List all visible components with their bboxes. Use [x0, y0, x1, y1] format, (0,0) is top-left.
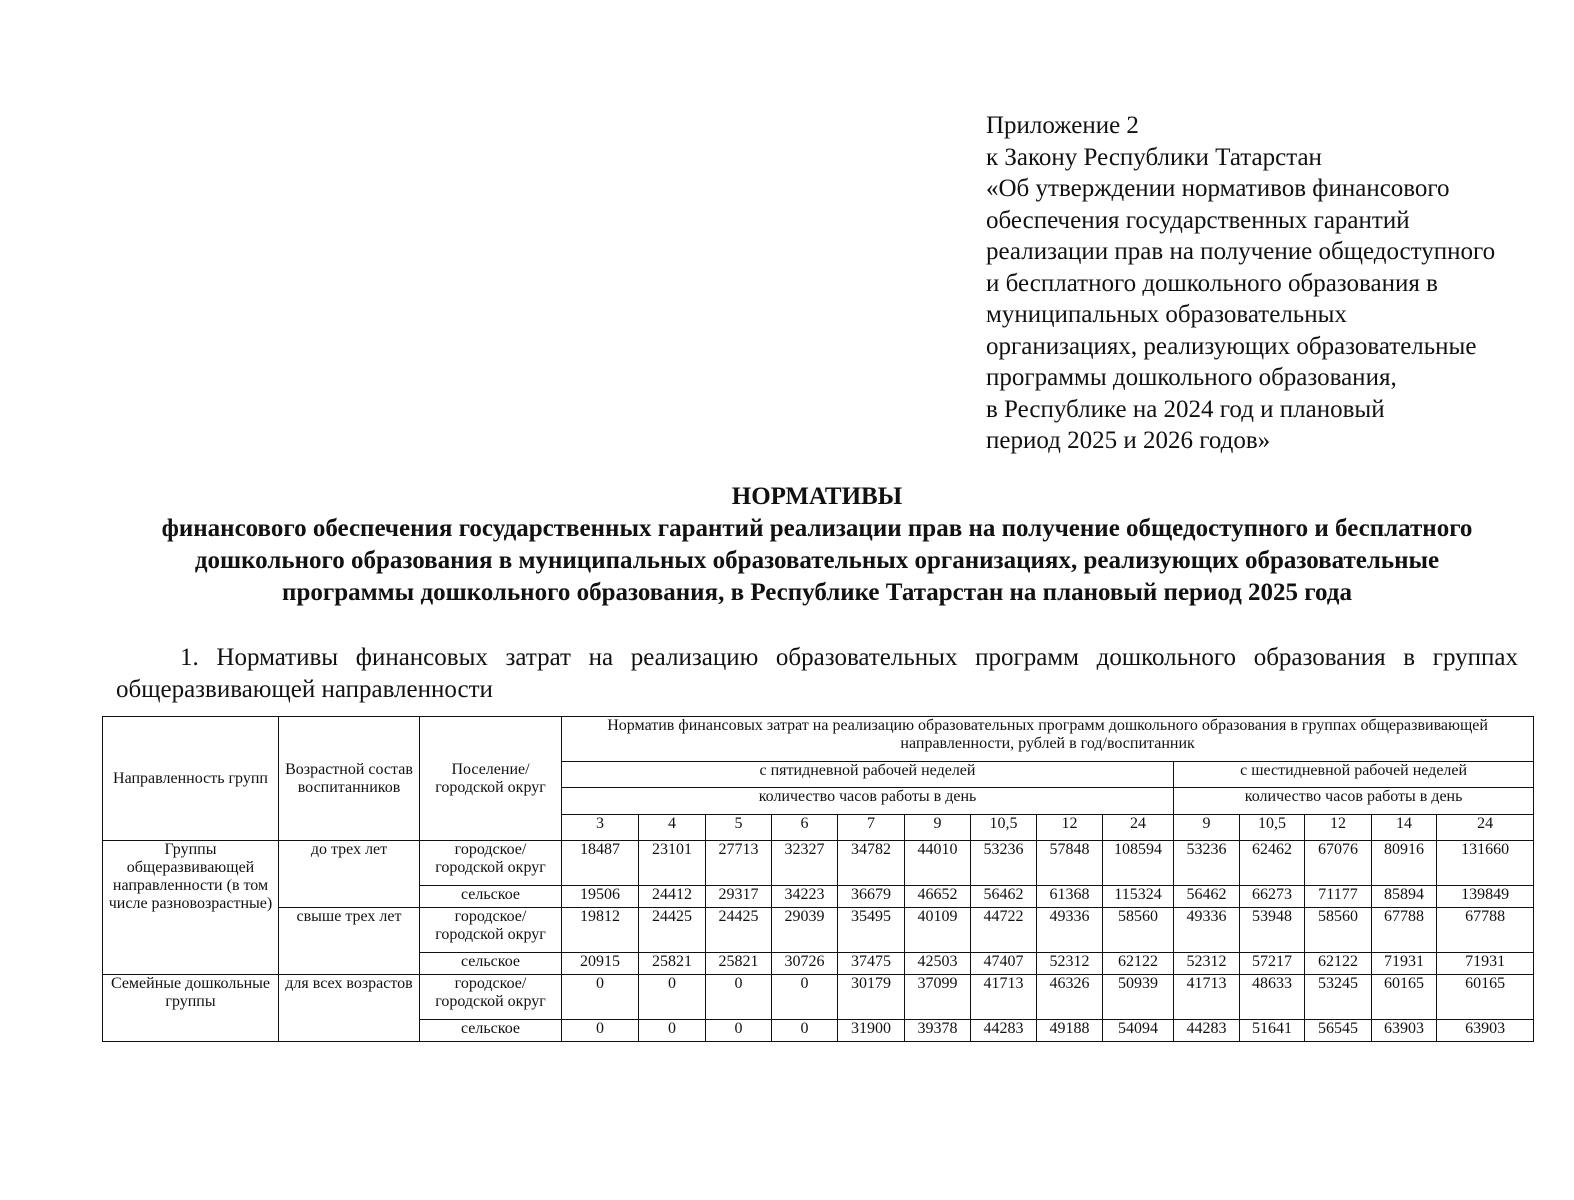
title-heading: НОРМАТИВЫ — [731, 483, 903, 510]
value-cell: 18487 — [562, 841, 639, 886]
value-cell: 25821 — [639, 953, 706, 975]
header-five-day-week: с пятидневной рабочей неделей — [562, 762, 1174, 788]
header-hours-cell: 9 — [1174, 815, 1240, 841]
appendix-line: в Республике на 2024 год и плановый — [986, 395, 1385, 423]
value-cell: 0 — [772, 975, 838, 1020]
header-age: Возрастной состав воспитанников — [279, 717, 420, 841]
value-cell: 71931 — [1437, 953, 1534, 975]
section-line: общеразвивающей направленности — [116, 676, 493, 703]
value-cell: 61368 — [1037, 886, 1103, 908]
appendix-line: муниципальных образовательных — [986, 301, 1347, 328]
value-cell: 23101 — [639, 841, 706, 886]
value-cell: 67076 — [1305, 841, 1372, 886]
age-cell: до трех лет — [279, 841, 420, 908]
value-cell: 58560 — [1103, 908, 1174, 953]
value-cell: 56462 — [1174, 886, 1240, 908]
value-cell: 56462 — [971, 886, 1037, 908]
value-cell: 49188 — [1037, 1020, 1103, 1042]
appendix-line: обеспечения государственных гарантий — [986, 206, 1410, 234]
appendix-line: Приложение 2 — [986, 112, 1139, 139]
value-cell: 46326 — [1037, 975, 1103, 1020]
value-cell: 60165 — [1437, 975, 1534, 1020]
value-cell: 0 — [639, 975, 706, 1020]
value-cell: 131660 — [1437, 841, 1534, 886]
value-cell: 0 — [706, 1020, 772, 1042]
value-cell: 42503 — [905, 953, 971, 975]
value-cell: 60165 — [1372, 975, 1437, 1020]
header-hours-cell: 3 — [562, 815, 639, 841]
value-cell: 80916 — [1372, 841, 1437, 886]
value-cell: 41713 — [1174, 975, 1240, 1020]
value-cell: 62122 — [1103, 953, 1174, 975]
direction-cell: Семейные дошкольные группы — [103, 975, 279, 1042]
value-cell: 44010 — [905, 841, 971, 886]
value-cell: 108594 — [1103, 841, 1174, 886]
value-cell: 62122 — [1305, 953, 1372, 975]
value-cell: 0 — [562, 1020, 639, 1042]
value-cell: 63903 — [1437, 1020, 1534, 1042]
value-cell: 36679 — [838, 886, 905, 908]
header-hours-cell: 5 — [706, 815, 772, 841]
value-cell: 32327 — [772, 841, 838, 886]
settlement-cell: городское/ городской округ — [420, 908, 562, 953]
value-cell: 44722 — [971, 908, 1037, 953]
value-cell: 62462 — [1240, 841, 1305, 886]
value-cell: 52312 — [1174, 953, 1240, 975]
value-cell: 58560 — [1305, 908, 1372, 953]
table-row — [103, 975, 1534, 1020]
header-hours-cell: 4 — [639, 815, 706, 841]
header-hours-five: количество часов работы в день — [562, 788, 1174, 815]
header-six-day-week: с шестидневной рабочей неделей — [1174, 762, 1534, 788]
value-cell: 44283 — [971, 1020, 1037, 1042]
header-hours-cell: 10,5 — [971, 815, 1037, 841]
value-cell: 49336 — [1037, 908, 1103, 953]
settlement-cell: городское/ городской округ — [420, 975, 562, 1020]
value-cell: 41713 — [971, 975, 1037, 1020]
value-cell: 24425 — [706, 908, 772, 953]
value-cell: 0 — [706, 975, 772, 1020]
header-hours-cell: 12 — [1037, 815, 1103, 841]
direction-cell: Группы общеразвивающей направленности (в том числе разновозрастные) — [103, 841, 279, 975]
appendix-note — [986, 110, 1495, 457]
value-cell: 39378 — [905, 1020, 971, 1042]
header-hours-cell: 24 — [1103, 815, 1174, 841]
header-direction: Направленность групп — [103, 717, 279, 841]
value-cell: 24425 — [639, 908, 706, 953]
appendix-line: к Закону Республики Татарстан — [986, 143, 1322, 171]
header-hours-cell: 24 — [1437, 815, 1534, 841]
appendix-line: программы дошкольного образования, — [986, 364, 1397, 391]
header-hours-cell: 14 — [1372, 815, 1437, 841]
value-cell: 57848 — [1037, 841, 1103, 886]
header-hours-cell: 9 — [905, 815, 971, 841]
settlement-cell: сельское — [420, 953, 562, 975]
value-cell: 51641 — [1240, 1020, 1305, 1042]
value-cell: 53236 — [971, 841, 1037, 886]
value-cell: 30726 — [772, 953, 838, 975]
value-cell: 19506 — [562, 886, 639, 908]
value-cell: 37099 — [905, 975, 971, 1020]
section-heading — [116, 642, 1518, 706]
value-cell: 24412 — [639, 886, 706, 908]
title-line: программы дошкольного образования, в Республике Татарстан на плановый период 2025 года — [282, 579, 1352, 606]
value-cell: 30179 — [838, 975, 905, 1020]
value-cell: 44283 — [1174, 1020, 1240, 1042]
appendix-line: организациях, реализующих образовательные — [986, 332, 1477, 360]
value-cell: 20915 — [562, 953, 639, 975]
header-hours-cell: 6 — [772, 815, 838, 841]
header-normative: Норматив финансовых затрат на реализацию образовательных программ дошкольного образования в группах общеразвивающей направленности, рублей в год/воспитанник — [562, 717, 1534, 762]
settlement-cell: сельское — [420, 1020, 562, 1042]
appendix-line: период 2025 и 2026 годов» — [986, 427, 1271, 454]
value-cell: 53948 — [1240, 908, 1305, 953]
value-cell: 49336 — [1174, 908, 1240, 953]
value-cell: 67788 — [1437, 908, 1534, 953]
title-line: дошкольного образования в муниципальных образовательных организациях, реализующих образовательные — [194, 547, 1440, 574]
value-cell: 57217 — [1240, 953, 1305, 975]
value-cell: 29039 — [772, 908, 838, 953]
value-cell: 34223 — [772, 886, 838, 908]
value-cell: 115324 — [1103, 886, 1174, 908]
value-cell: 56545 — [1305, 1020, 1372, 1042]
value-cell: 40109 — [905, 908, 971, 953]
header-hours-cell: 7 — [838, 815, 905, 841]
value-cell: 31900 — [838, 1020, 905, 1042]
header-hours-cell: 10,5 — [1240, 815, 1305, 841]
value-cell: 52312 — [1037, 953, 1103, 975]
value-cell: 71931 — [1372, 953, 1437, 975]
header-settlement: Поселение/ городской округ — [420, 717, 562, 841]
table-row — [103, 908, 1534, 953]
header-hours-six: количество часов работы в день — [1174, 788, 1534, 815]
value-cell: 34782 — [838, 841, 905, 886]
age-cell: для всех возрастов — [279, 975, 420, 1042]
value-cell: 37475 — [838, 953, 905, 975]
settlement-cell: сельское — [420, 886, 562, 908]
value-cell: 25821 — [706, 953, 772, 975]
appendix-line: и бесплатного дошкольного образования в — [986, 269, 1438, 297]
appendix-line: реализации прав на получение общедоступного — [986, 238, 1496, 265]
value-cell: 0 — [639, 1020, 706, 1042]
normatives-table — [102, 716, 1534, 1042]
value-cell: 85894 — [1372, 886, 1437, 908]
table-row — [103, 841, 1534, 886]
value-cell: 53236 — [1174, 841, 1240, 886]
value-cell: 67788 — [1372, 908, 1437, 953]
value-cell: 19812 — [562, 908, 639, 953]
appendix-line: «Об утверждении нормативов финансового — [986, 175, 1450, 202]
value-cell: 139849 — [1437, 886, 1534, 908]
value-cell: 54094 — [1103, 1020, 1174, 1042]
value-cell: 53245 — [1305, 975, 1372, 1020]
value-cell: 27713 — [706, 841, 772, 886]
value-cell: 35495 — [838, 908, 905, 953]
value-cell: 48633 — [1240, 975, 1305, 1020]
value-cell: 46652 — [905, 886, 971, 908]
value-cell: 63903 — [1372, 1020, 1437, 1042]
title-line: финансового обеспечения государственных гарантий реализации прав на получение общедоступного и бесплатного — [161, 515, 1473, 542]
settlement-cell: городское/ городской округ — [420, 841, 562, 886]
value-cell: 47407 — [971, 953, 1037, 975]
value-cell: 50939 — [1103, 975, 1174, 1020]
section-line: 1. Нормативы финансовых затрат на реализацию образовательных программ дошкольного образования в группах — [180, 644, 1518, 671]
document-title — [100, 481, 1534, 609]
value-cell: 66273 — [1240, 886, 1305, 908]
value-cell: 0 — [772, 1020, 838, 1042]
value-cell: 71177 — [1305, 886, 1372, 908]
header-hours-cell: 12 — [1305, 815, 1372, 841]
value-cell: 29317 — [706, 886, 772, 908]
value-cell: 0 — [562, 975, 639, 1020]
age-cell: свыше трех лет — [279, 908, 420, 975]
